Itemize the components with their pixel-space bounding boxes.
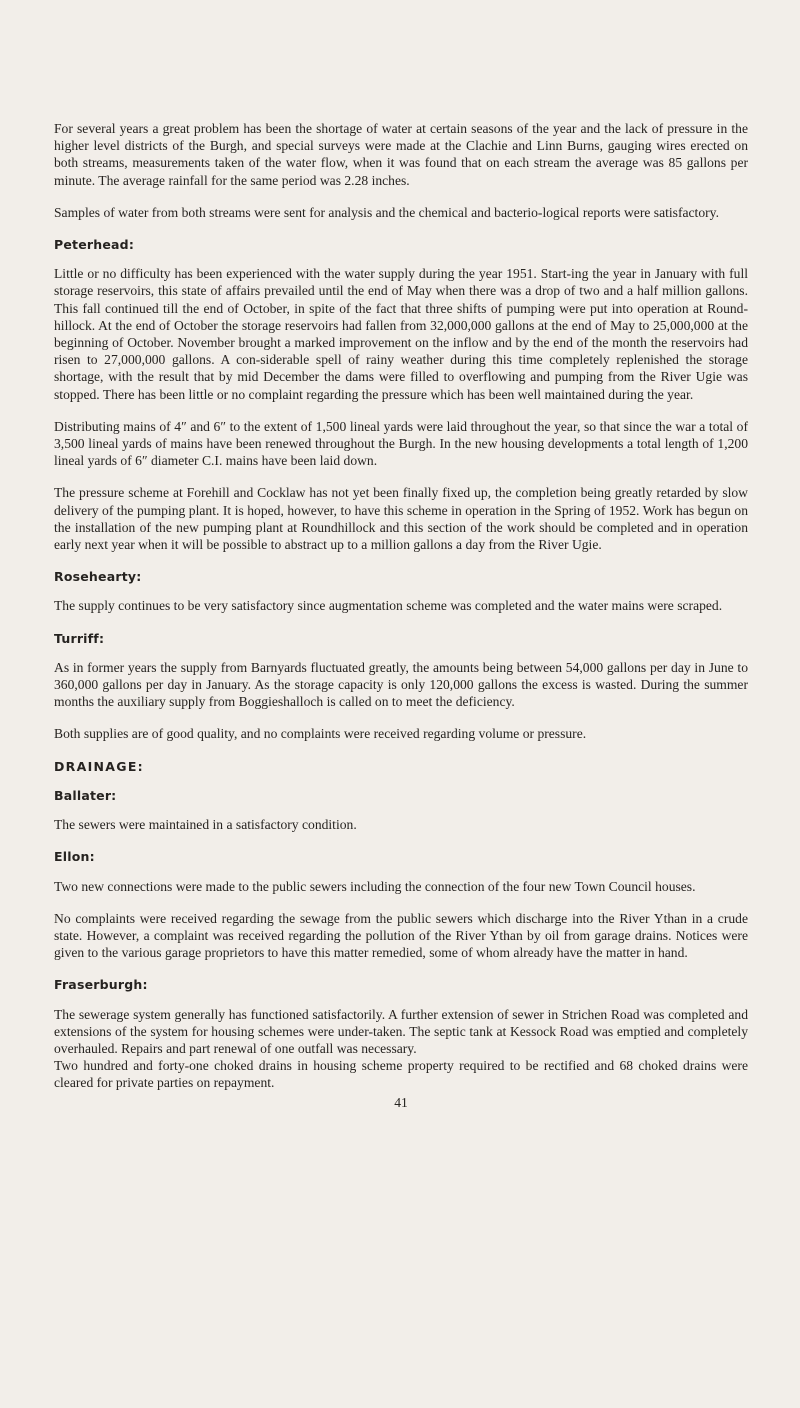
heading-ballater: Ballater: xyxy=(54,787,117,803)
ellon-paragraph-2: No complaints were received regarding the sewage from the public sewers which discharge into the River Ythan in a crude state. However, a complaint was received regarding the pollution of the River Ythan by oil from garage drains. Notices were given to the various garage proprietors to have this matter remedied, some of whom already have the matter in hand. xyxy=(54,910,748,961)
heading-rosehearty: Rosehearty: xyxy=(54,569,142,585)
document-page xyxy=(54,120,748,1111)
samples-paragraph: Samples of water from both streams were sent for analysis and the chemical and bacterio-logical reports were satisfactory. xyxy=(54,204,719,220)
turriff-paragraph-1: As in former years the supply from Barnyards fluctuated greatly, the amounts being between 54,000 gallons per day in June to 360,000 gallons per day in January. As the storage capacity is only 120,000 gallons the excess is wasted. During the summer months the auxiliary supply from Boggieshalloch is called on to meet the deficiency. xyxy=(54,659,748,710)
peterhead-paragraph-2: Distributing mains of 4″ and 6″ to the extent of 1,500 lineal yards were laid throughout the year, so that since the war a total of 3,500 lineal yards of mains have been renewed throughout the Burgh. In the new housing developments a total length of 1,200 lineal yards of 6″ diameter C.I. mains have been laid down. xyxy=(54,418,748,469)
fraserburgh-paragraph-2: Two hundred and forty-one choked drains in housing scheme property required to be rectified and 68 choked drains were cleared for private parties on repayment. xyxy=(54,1058,748,1091)
peterhead-paragraph-1: Little or no difficulty has been experienced with the water supply during the year 1951. Start-ing the year in January with full storage reservoirs, this state of affairs prevailed until the end of May when there was a drop of two and a half million gallons. This fall continued till the end of October, in spite of the fact that three shifts of pumping were put into operation at Round-hillock. At the end of October the storage reservoirs had fallen from 32,000,000 gallons at the end of May to 25,000,000 at the beginning of October. November brought a marked improvement on the inflow and by the end of the month the reservoirs had risen to 27,000,000 gallons. A con-siderable spell of rainy weather during this time completely replenished the storage shortage, with the result that by mid December the dams were filled to overflowing and pumping from the River Ugie was stopped. There has been little or no complaint regarding the pressure which has been well maintained during the year. xyxy=(54,266,748,402)
peterhead-paragraph-3: The pressure scheme at Forehill and Cocklaw has not yet been finally fixed up, the completion being greatly retarded by slow delivery of the pumping plant. It is hoped, however, to have this scheme in operation in the Spring of 1952. Work has begun on the installation of the new pumping plant at Roundhillock and this section of the work should be completed and in operation early next year when it will be possible to abstract up to a million gallons a day from the River Ugie. xyxy=(54,485,748,553)
rosehearty-paragraph: The supply continues to be very satisfactory since augmentation scheme was completed and the water mains were scraped. xyxy=(54,598,723,614)
fraserburgh-paragraph-1: The sewerage system generally has functioned satisfactorily. A further extension of sewer in Strichen Road was completed and extensions of the system for housing schemes were under-taken. The septic tank at Kessock Road was emptied and completely overhauled. Repairs and part renewal of one outfall was necessary. xyxy=(54,1006,748,1056)
intro-paragraph: For several years a great problem has been the shortage of water at certain seasons of the year and the lack of pressure in the higher level districts of the Burgh, and special surveys were made at the Clachie and Linn Burns, gauging wires erected on both streams, measurements taken of the water flow, when it was found that on each stream the average was 85 gallons per minute. The average rainfall for the same period was 2.28 inches. xyxy=(54,121,748,188)
ballater-paragraph: The sewers were maintained in a satisfactory condition. xyxy=(54,817,357,833)
turriff-paragraph-2: Both supplies are of good quality, and no complaints were received regarding volume or pressure. xyxy=(54,726,587,742)
ellon-paragraph-1: Two new connections were made to the public sewers including the connection of the four new Town Council houses. xyxy=(54,878,696,894)
page-number: 41 xyxy=(394,1094,408,1110)
heading-drainage: DRAINAGE: xyxy=(54,758,144,774)
heading-fraserburgh: Fraserburgh: xyxy=(54,977,148,993)
heading-turriff: Turriff: xyxy=(54,630,105,646)
heading-ellon: Ellon: xyxy=(54,849,95,865)
heading-peterhead: Peterhead: xyxy=(54,237,135,253)
